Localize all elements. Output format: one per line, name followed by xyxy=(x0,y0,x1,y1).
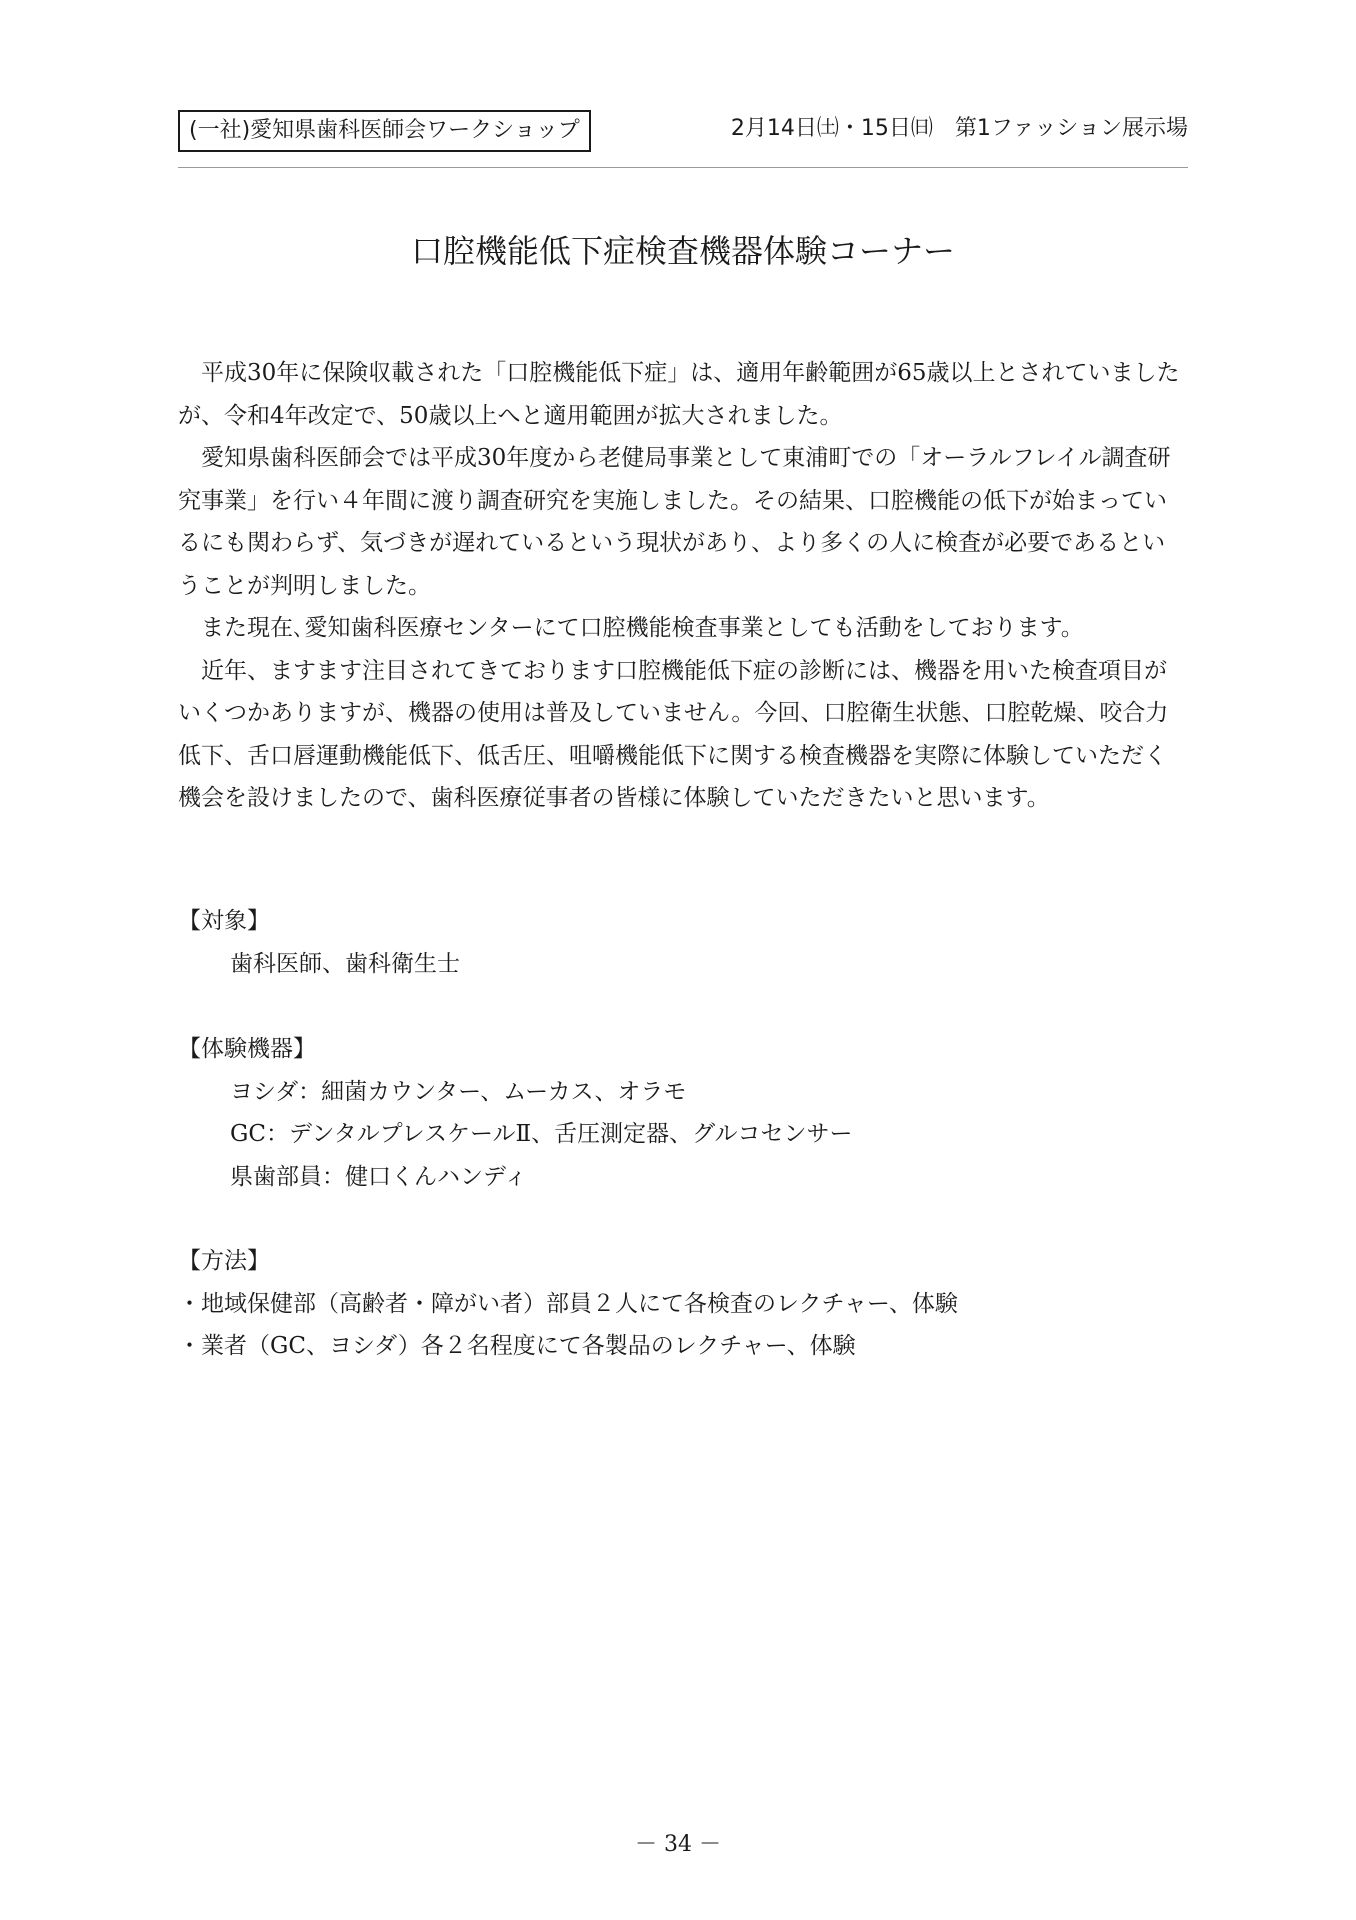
organization-label: (一社)愛知県歯科医師会ワークショップ xyxy=(178,110,591,152)
section-item: 県歯部員：健口くんハンディ xyxy=(230,1163,528,1190)
target-section xyxy=(178,900,1188,985)
method-section xyxy=(178,1240,1188,1368)
section-heading: 【対象】 xyxy=(178,908,270,934)
section-item: ヨシダ：細菌カウンター、ムーカス、オラモ xyxy=(230,1078,687,1105)
paragraph: 愛知県歯科医師会では平成30年度から老健局事業として東浦町での「オーラルフレイル調査研究事業」を行い４年間に渡り調査研究を実施しました。その結果、口腔機能の低下が始まっているにも関わらず、気づきが遅れているという現状があり、より多くの人に検査が必要であるということが判明しました。 xyxy=(178,445,1171,599)
body-text xyxy=(178,352,1188,820)
page-header xyxy=(178,110,1188,150)
page-title: 口腔機能低下症検査機器体験コーナー xyxy=(410,232,955,270)
session-info: 2月14日㈯・15日㈰ 第1ファッション展示場 xyxy=(730,116,1188,141)
paragraph: 平成30年に保険収載された「口腔機能低下症」は、適用年齢範囲が65歳以上とされていましたが、令和4年改定で、50歳以上へと適用範囲が拡大されました。 xyxy=(178,360,1180,429)
section-heading: 【体験機器】 xyxy=(178,1036,316,1062)
page-number: － 34 － xyxy=(635,1832,721,1857)
paragraph: 近年、ますます注目されてきております口腔機能低下症の診断には、機器を用いた検査項目がいくつかありますが、機器の使用は普及していません。今回、口腔衛生状態、口腔乾燥、咬合力低下、舌口唇運動機能低下、低舌圧、咀嚼機能低下に関する検査機器を実際に体験していただく機会を設けましたので、歯科医療従事者の皆様に体験していただきたいと思います。 xyxy=(178,657,1169,811)
header-divider xyxy=(178,167,1188,168)
bullet-item: ・業者（GC、ヨシダ）各２名程度にて各製品のレクチャー、体験 xyxy=(178,1333,856,1359)
devices-section xyxy=(178,1028,1188,1198)
section-item: 歯科医師、歯科衛生士 xyxy=(230,950,460,977)
paragraph: また現在､愛知歯科医療センターにて口腔機能検査事業としても活動をしております。 xyxy=(201,615,1084,641)
section-heading: 【方法】 xyxy=(178,1248,270,1274)
bullet-item: ・地域保健部（高齢者・障がい者）部員２人にて各検査のレクチャー、体験 xyxy=(178,1290,958,1317)
section-item: GC：デンタルプレスケールⅡ、舌圧測定器、グルコセンサー xyxy=(230,1121,853,1147)
